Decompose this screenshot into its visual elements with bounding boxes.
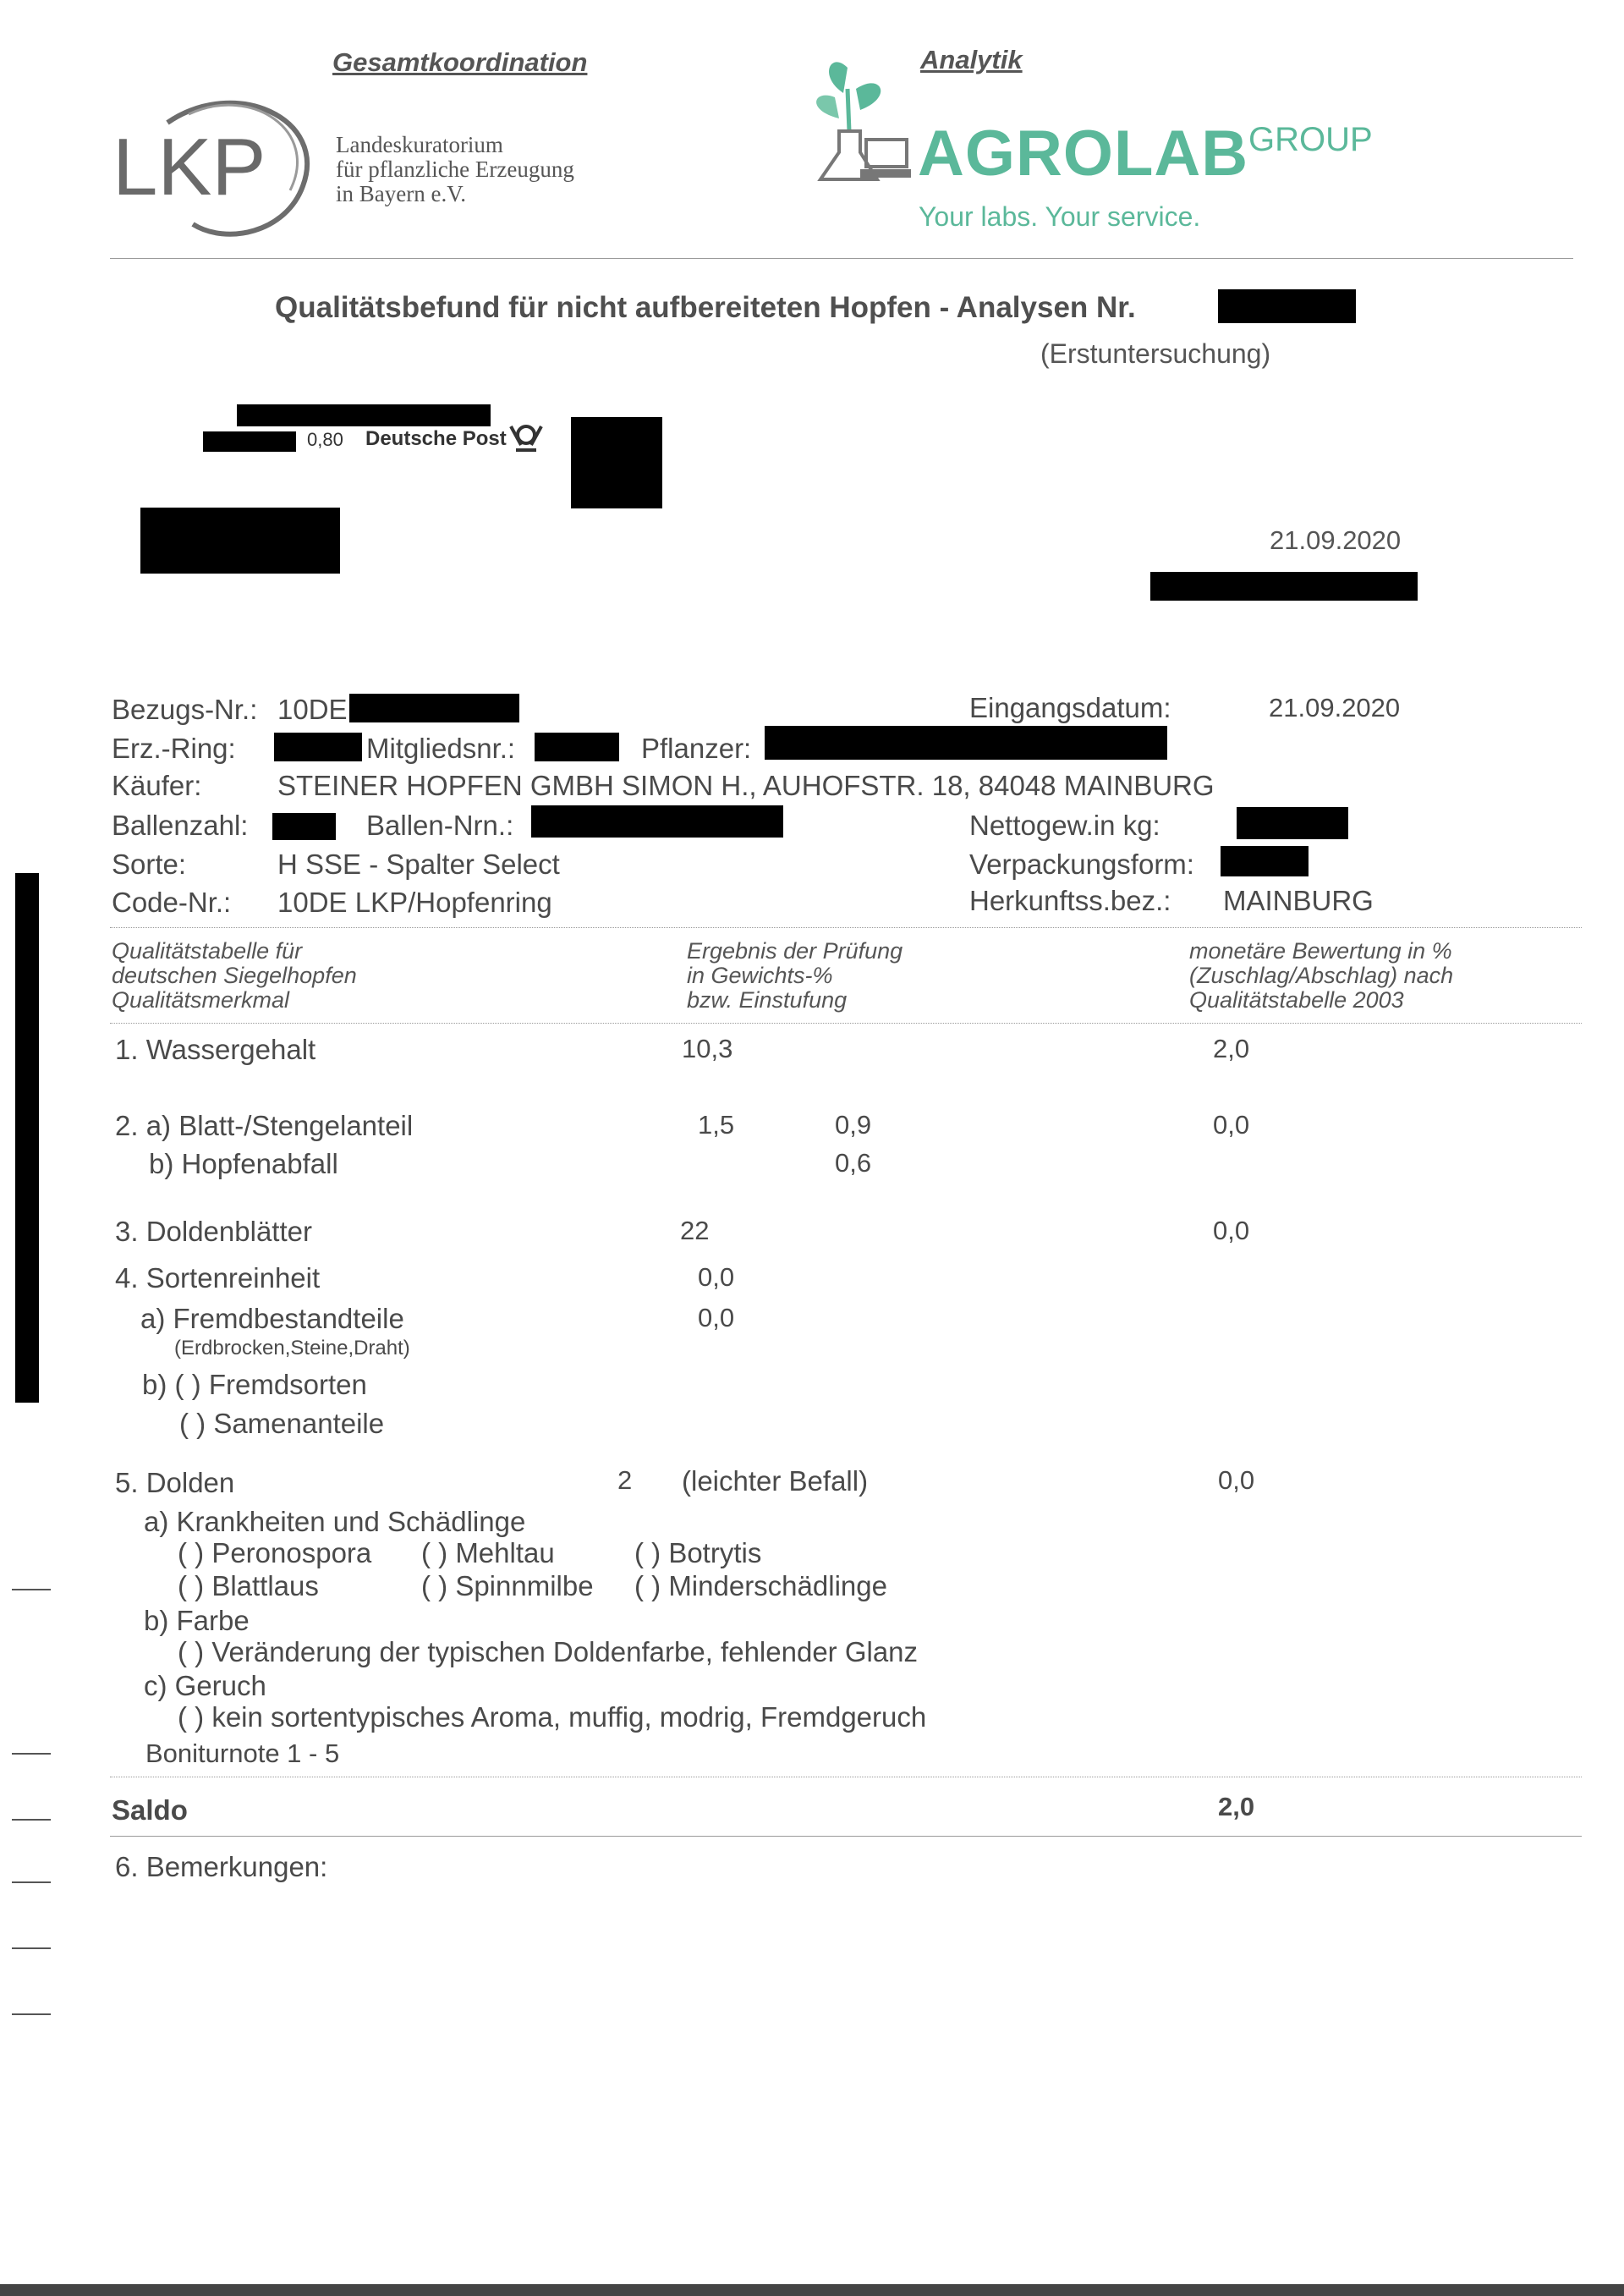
row-dolden-value: 2 bbox=[617, 1465, 633, 1495]
table-top-rule bbox=[110, 927, 1582, 928]
netto-label: Nettogew.in kg: bbox=[969, 810, 1160, 841]
row-krankheiten-label: a) Krankheiten und Schädlinge bbox=[144, 1506, 526, 1537]
erz-label: Erz.-Ring: bbox=[112, 733, 236, 764]
agrolab-name: AGROLAB bbox=[918, 118, 1249, 190]
lkp-logo bbox=[108, 85, 320, 245]
checkbox-spinnmilbe: ( ) Spinnmilbe bbox=[421, 1570, 594, 1601]
document-subtitle: (Erstuntersuchung) bbox=[1040, 338, 1271, 369]
header-divider bbox=[110, 258, 1573, 259]
header-line: deutschen Siegelhopfen bbox=[112, 963, 357, 988]
remarks-label: 6. Bemerkungen: bbox=[115, 1851, 328, 1882]
saldo-value: 2,0 bbox=[1218, 1792, 1255, 1821]
redacted-netto bbox=[1237, 807, 1348, 839]
agrolab-logo-icon bbox=[805, 51, 915, 186]
punch-mark bbox=[12, 2013, 51, 2015]
table-header-rule bbox=[110, 1023, 1582, 1024]
row-farbe-label: b) Farbe bbox=[144, 1605, 250, 1636]
row-doldenblaetter-eval: 0,0 bbox=[1213, 1216, 1250, 1245]
header-line: bzw. Einstufung bbox=[687, 987, 848, 1013]
header-line: monetäre Bewertung in % bbox=[1189, 938, 1452, 964]
kaeufer-value: STEINER HOPFEN GMBH SIMON H., AUHOFSTR. 18, 84048 MAINBURG bbox=[277, 770, 1215, 801]
redacted-mitglied bbox=[535, 733, 619, 761]
row-geruch-label: c) Geruch bbox=[144, 1670, 266, 1701]
row-hopfenabfall-label: b) Hopfenabfall bbox=[149, 1148, 338, 1179]
row-blattanteil-eval: 0,0 bbox=[1213, 1110, 1250, 1140]
lkp-logo-icon bbox=[108, 85, 320, 245]
saldo-bottom-rule bbox=[110, 1836, 1582, 1837]
checkbox-farbe: ( ) Veränderung der typischen Doldenfarbe, fehlender Glanz bbox=[178, 1636, 919, 1667]
code-value: 10DE LKP/Hopfenring bbox=[277, 887, 552, 918]
ballenzahl-label: Ballenzahl: bbox=[112, 810, 249, 841]
ballen-nrn-label: Ballen-Nrn.: bbox=[366, 810, 514, 841]
scan-edge-bar bbox=[15, 873, 39, 1403]
agrolab-group: GROUP bbox=[1248, 121, 1373, 158]
document-title: Qualitätsbefund für nicht aufbereiteten Hopfen - Analysen Nr. bbox=[275, 291, 1136, 324]
row-sortenreinheit-value: 0,0 bbox=[698, 1262, 735, 1292]
punch-mark bbox=[12, 1881, 51, 1883]
redacted-ballenzahl bbox=[272, 813, 336, 840]
row-samenanteile-label: ( ) Samenanteile bbox=[179, 1408, 385, 1439]
header-line: Ergebnis der Prüfung bbox=[687, 938, 903, 964]
redacted-bezugs-number bbox=[349, 694, 519, 722]
punch-mark bbox=[12, 1753, 51, 1755]
herkunft-value: MAINBURG bbox=[1223, 885, 1374, 916]
eingang-label: Eingangsdatum: bbox=[969, 692, 1171, 723]
row-fremdbestandteile-note: (Erdbrocken,Steine,Draht) bbox=[174, 1337, 410, 1359]
eingang-value: 21.09.2020 bbox=[1269, 693, 1401, 722]
row-dolden-eval: 0,0 bbox=[1218, 1465, 1255, 1495]
redacted-analysis-number bbox=[1218, 289, 1356, 323]
scan-bottom-edge bbox=[0, 2284, 1624, 2296]
redacted-reference bbox=[1150, 572, 1418, 601]
lkp-name-line: Landeskuratorium bbox=[336, 132, 503, 157]
checkbox-minderschaedlinge: ( ) Minderschädlinge bbox=[634, 1570, 887, 1601]
row-dolden-label: 5. Dolden bbox=[115, 1467, 235, 1498]
punch-mark bbox=[12, 1947, 51, 1949]
coordination-heading: Gesamtkoordination bbox=[332, 47, 588, 77]
row-doldenblaetter-label: 3. Doldenblätter bbox=[115, 1216, 312, 1247]
header-line: Qualitätstabelle für bbox=[112, 938, 303, 964]
row-hopfenabfall-sub: 0,6 bbox=[835, 1148, 872, 1178]
redacted-ballen-nrn bbox=[531, 805, 783, 838]
row-wassergehalt-eval: 2,0 bbox=[1213, 1034, 1250, 1063]
redacted-pflanzer bbox=[765, 726, 1167, 760]
postage-carrier: Deutsche Post bbox=[365, 427, 507, 450]
row-sortenreinheit-label: 4. Sortenreinheit bbox=[115, 1262, 321, 1294]
redacted-erz-ring bbox=[274, 733, 362, 761]
row-wassergehalt-label: 1. Wassergehalt bbox=[115, 1034, 316, 1065]
bezugs-value: 10DE bbox=[277, 694, 348, 725]
code-label: Code-Nr.: bbox=[112, 887, 232, 918]
header-line: Qualitätstabelle 2003 bbox=[1189, 987, 1404, 1013]
header-line: (Zuschlag/Abschlag) nach bbox=[1189, 963, 1454, 988]
row-fremdsorten-label: b) ( ) Fremdsorten bbox=[142, 1369, 367, 1400]
checkbox-botrytis: ( ) Botrytis bbox=[634, 1537, 762, 1568]
redacted-recipient-name bbox=[140, 508, 340, 574]
lkp-name-line: in Bayern e.V. bbox=[336, 181, 466, 206]
header-line: in Gewichts-% bbox=[687, 963, 833, 988]
row-wassergehalt-value: 10,3 bbox=[682, 1034, 733, 1063]
redacted-postage-mark bbox=[571, 417, 662, 508]
checkbox-geruch: ( ) kein sortentypisches Aroma, muffig, modrig, Fremdgeruch bbox=[178, 1701, 927, 1733]
bonitur-scale: Boniturnote 1 - 5 bbox=[145, 1738, 340, 1768]
table-header-valuation bbox=[1189, 939, 1453, 1013]
agrolab-slogan: Your labs. Your service. bbox=[919, 201, 1201, 232]
svg-text:LKP: LKP bbox=[112, 122, 266, 212]
row-blattanteil-sub: 0,9 bbox=[835, 1110, 872, 1140]
herkunft-label: Herkunftss.bez.: bbox=[969, 885, 1171, 916]
row-doldenblaetter-value: 22 bbox=[680, 1216, 710, 1245]
bezugs-label: Bezugs-Nr.: bbox=[112, 694, 258, 725]
saldo-label: Saldo bbox=[112, 1794, 188, 1826]
checkbox-blattlaus: ( ) Blattlaus bbox=[178, 1570, 319, 1601]
row-blattanteil-label: 2. a) Blatt-/Stengelanteil bbox=[115, 1110, 414, 1141]
punch-mark bbox=[12, 1819, 51, 1821]
lkp-name-line: für pflanzliche Erzeugung bbox=[336, 157, 574, 182]
sorte-label: Sorte: bbox=[112, 849, 187, 880]
letter-date: 21.09.2020 bbox=[1270, 525, 1402, 555]
redacted-postage-code bbox=[203, 431, 296, 452]
sorte-value: H SSE - Spalter Select bbox=[277, 849, 560, 880]
table-header-result bbox=[687, 939, 903, 1013]
header-line: Qualitätsmerkmal bbox=[112, 987, 290, 1013]
checkbox-peronospora: ( ) Peronospora bbox=[178, 1537, 372, 1568]
row-fremdbestandteile-label: a) Fremdbestandteile bbox=[140, 1303, 404, 1334]
mitglied-label: Mitgliedsnr.: bbox=[366, 733, 516, 764]
punch-mark bbox=[12, 1589, 51, 1590]
lkp-name bbox=[336, 133, 574, 206]
checkbox-mehltau: ( ) Mehltau bbox=[421, 1537, 555, 1568]
postage-amount: 0,80 bbox=[307, 429, 343, 450]
redacted-verpackung bbox=[1221, 846, 1309, 876]
post-horn-icon bbox=[508, 423, 545, 453]
kaeufer-label: Käufer: bbox=[112, 770, 202, 801]
pflanzer-label: Pflanzer: bbox=[641, 733, 752, 764]
redacted-sender bbox=[237, 404, 491, 426]
row-fremdbestandteile-value: 0,0 bbox=[698, 1303, 735, 1332]
verpackung-label: Verpackungsform: bbox=[969, 849, 1194, 880]
table-header-criteria bbox=[112, 939, 357, 1013]
analytics-heading: Analytik bbox=[920, 45, 1023, 74]
row-blattanteil-value: 1,5 bbox=[698, 1110, 735, 1140]
row-dolden-text: (leichter Befall) bbox=[682, 1465, 869, 1497]
